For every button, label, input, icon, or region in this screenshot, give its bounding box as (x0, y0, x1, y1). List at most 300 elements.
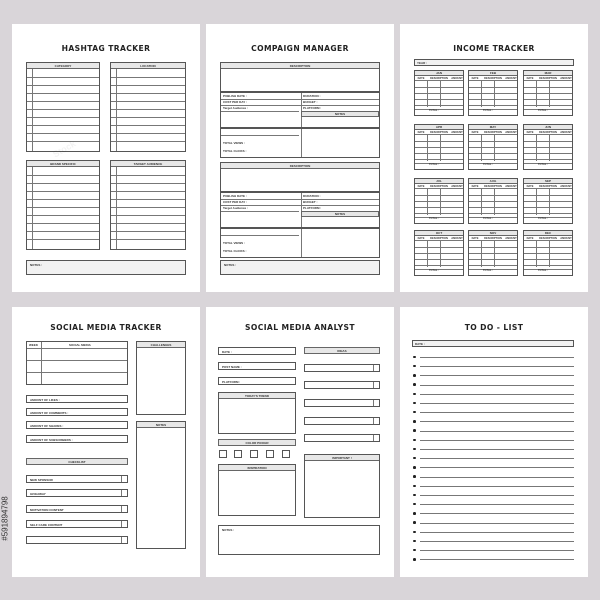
todo-line[interactable] (420, 412, 574, 413)
row-line (27, 207, 99, 208)
idea-field[interactable] (304, 399, 380, 407)
row-line (469, 99, 517, 100)
row-line (27, 348, 127, 349)
row-line (415, 201, 463, 202)
platform-label: PLATFORM : (303, 206, 322, 210)
todo-line[interactable] (420, 431, 574, 432)
comments-label: AMOUNT OF COMMENTS : (30, 410, 69, 415)
month-name: JUN (524, 125, 572, 130)
notes-box (220, 260, 380, 275)
row-line (524, 141, 572, 142)
month-table-may (468, 124, 518, 170)
column-header: AMOUNT (451, 185, 463, 188)
social-media-analyst-page (206, 307, 394, 577)
idea-check (373, 400, 374, 406)
comments-field[interactable] (26, 408, 128, 416)
challenges-box (136, 341, 186, 415)
column-header: DATE (471, 77, 479, 80)
column-divider (440, 189, 441, 215)
todo-line[interactable] (420, 440, 574, 441)
bullet-icon (413, 457, 416, 460)
row-line (27, 372, 127, 373)
row-line (27, 117, 99, 118)
bullet-icon (413, 420, 416, 423)
color-swatch[interactable] (250, 450, 258, 458)
column-divider (427, 81, 428, 107)
total-line (469, 109, 517, 110)
row-line (469, 213, 517, 214)
row-line (469, 87, 517, 88)
column-header: DESCRIPTION (430, 131, 448, 134)
bullet-icon (413, 512, 416, 515)
column-divider (427, 189, 428, 215)
row-line (415, 105, 463, 106)
column-headers (415, 130, 463, 135)
year-label: YEAR : (417, 60, 428, 65)
column-header: DATE (526, 131, 534, 134)
challenges-header: CHALLENGES (137, 342, 185, 348)
row-line (524, 99, 572, 100)
row-line (111, 85, 185, 86)
row-line (27, 191, 99, 192)
row-line (524, 195, 572, 196)
margin-line (116, 167, 117, 249)
column-divider (440, 241, 441, 267)
total-label: TOTAL : (538, 163, 548, 167)
month-name: SEP (524, 179, 572, 184)
column-header: DESCRIPTION (484, 131, 502, 134)
total-line (415, 269, 463, 270)
row-line (415, 159, 463, 160)
column-headers (524, 76, 572, 81)
column-header: AMOUNT (560, 185, 572, 188)
notes-header: NOTES (137, 422, 185, 428)
likes-label: AMOUNT OF LIKES : (30, 397, 60, 402)
column-divider (494, 81, 495, 107)
idea-check (373, 365, 374, 371)
row-line (415, 247, 463, 248)
idea-field[interactable] (304, 381, 380, 389)
row-line (415, 195, 463, 196)
bullet-icon (413, 549, 416, 552)
checkbox[interactable] (121, 476, 122, 482)
todo-line[interactable] (420, 385, 574, 386)
row-line (524, 253, 572, 254)
month-name: JUL (415, 179, 463, 184)
row-line (415, 141, 463, 142)
month-name: APR (415, 125, 463, 130)
row-line (415, 99, 463, 100)
likes-field[interactable] (26, 395, 128, 403)
row-line (469, 159, 517, 160)
bullet-icon (413, 374, 416, 377)
stock-id-text: #591894798 (0, 496, 10, 541)
column-header: DATE (417, 185, 425, 188)
month-name: FEB (469, 71, 517, 76)
row-line (111, 93, 185, 94)
idea-check (373, 435, 374, 441)
total-label: TOTAL : (483, 163, 493, 167)
description-box-2 (220, 162, 380, 192)
divider (301, 229, 302, 257)
todo-line[interactable] (420, 449, 574, 450)
total-label: TOTAL : (538, 217, 548, 221)
todo-line[interactable] (420, 559, 574, 560)
row-line (111, 109, 185, 110)
row-line (415, 207, 463, 208)
bullet-icon (413, 383, 416, 386)
checklist-item (26, 475, 128, 483)
todo-line[interactable] (420, 467, 574, 468)
cost-per-day-label: COST PER DAY : (223, 100, 248, 104)
notes-label: NOTES : (224, 263, 237, 267)
column-divider (481, 189, 482, 215)
total-clicks-label: TOTAL CLICKS : (223, 149, 247, 153)
category-table (26, 62, 100, 152)
total-line (524, 109, 572, 110)
idea-field[interactable] (304, 364, 380, 372)
checkbox[interactable] (121, 506, 122, 512)
todo-line[interactable] (420, 486, 574, 487)
cost-per-day-label: COST PER DAY : (223, 200, 248, 204)
column-header: AMOUNT (505, 77, 517, 80)
color-swatch[interactable] (234, 450, 242, 458)
column-headers (469, 236, 517, 241)
row-line (27, 360, 127, 361)
column-header: DATE (471, 237, 479, 240)
brand-specific-header: BRAND SPECIFIC (27, 161, 99, 167)
row-line (221, 135, 299, 136)
column-divider (481, 81, 482, 107)
bullet-icon (413, 402, 416, 405)
checkbox[interactable] (121, 521, 122, 527)
row-line (27, 85, 99, 86)
row-line (111, 231, 185, 232)
post-name-field[interactable] (218, 362, 296, 370)
month-table-mar (523, 70, 573, 116)
date-field[interactable] (218, 347, 296, 355)
color-swatch[interactable] (282, 450, 290, 458)
idea-field[interactable] (304, 434, 380, 442)
row-line (27, 101, 99, 102)
column-headers (524, 236, 572, 241)
social-media-header: SOCIAL MEDIA (69, 342, 91, 347)
row-line (27, 199, 99, 200)
column-header: AMOUNT (560, 131, 572, 134)
total-line (415, 109, 463, 110)
total-line (524, 269, 572, 270)
idea-check (373, 382, 374, 388)
column-header: AMOUNT (505, 237, 517, 240)
divider (41, 342, 42, 384)
checklist-header: CHECKLIST (26, 458, 128, 465)
target-audience-label: Target Audience : (223, 206, 249, 210)
notes-box (136, 421, 186, 549)
row-line (415, 153, 463, 154)
month-table-jul (414, 178, 464, 224)
color-picker-header: COLOR PICKER (218, 439, 296, 446)
year-field (414, 59, 574, 66)
budget-label: BUDGET : (303, 200, 318, 204)
total-label: TOTAL : (429, 269, 439, 273)
date-label: DATE : (222, 349, 232, 354)
checklist-item (26, 489, 128, 497)
campaign-fields-2 (220, 192, 380, 228)
column-divider (494, 241, 495, 267)
inspiration-header: INSPIRATION (219, 465, 295, 471)
row-line (111, 175, 185, 176)
total-label: TOTAL : (429, 109, 439, 113)
row-line (111, 141, 185, 142)
column-header: DESCRIPTION (539, 131, 557, 134)
checklist-item-label: NEW SPONSOR (30, 477, 53, 482)
column-header: DESCRIPTION (430, 77, 448, 80)
row-line (524, 147, 572, 148)
publish-date-label: PUBLISH DATE : (223, 94, 247, 98)
month-name: NOV (469, 231, 517, 236)
row-line (111, 183, 185, 184)
color-swatch[interactable] (266, 450, 274, 458)
column-header: DATE (526, 237, 534, 240)
campaign-manager-page (206, 24, 394, 292)
bullet-icon (413, 466, 416, 469)
total-label: TOTAL : (429, 217, 439, 221)
bullet-icon (413, 503, 416, 506)
column-divider (494, 135, 495, 161)
column-header: DATE (417, 237, 425, 240)
checkbox[interactable] (121, 490, 122, 496)
column-header: DESCRIPTION (539, 237, 557, 240)
todo-line[interactable] (420, 541, 574, 542)
column-divider (549, 135, 550, 161)
month-name: DEC (524, 231, 572, 236)
row-line (415, 253, 463, 254)
month-table-jan (414, 70, 464, 116)
total-line (469, 217, 517, 218)
margin-line (116, 69, 117, 151)
row-line (111, 207, 185, 208)
row-line (469, 153, 517, 154)
total-clicks-label: TOTAL CLICKS : (223, 249, 247, 253)
shares-field[interactable] (26, 421, 128, 429)
column-header: DESCRIPTION (539, 185, 557, 188)
notes-header: NOTES (301, 111, 379, 117)
color-swatch[interactable] (219, 450, 227, 458)
bullet-icon (413, 540, 416, 543)
target-audience-label: Target Audience : (223, 106, 249, 110)
total-line (469, 163, 517, 164)
total-label: TOTAL : (483, 269, 493, 273)
subscribers-field[interactable] (26, 435, 128, 443)
row-line (27, 141, 99, 142)
platform-label: PLATFORM : (222, 379, 241, 384)
row-line (221, 211, 299, 212)
divider (301, 129, 302, 157)
month-table-nov (468, 230, 518, 276)
column-divider (536, 81, 537, 107)
total-label: TOTAL : (538, 109, 548, 113)
row-line (27, 175, 99, 176)
category-header: CATEGORY (27, 63, 99, 69)
row-line (469, 141, 517, 142)
row-line (524, 265, 572, 266)
row-line (111, 199, 185, 200)
column-divider (549, 81, 550, 107)
row-line (524, 213, 572, 214)
todo-line[interactable] (420, 421, 574, 422)
row-line (415, 147, 463, 148)
row-line (469, 265, 517, 266)
bullet-icon (413, 429, 416, 432)
row-line (27, 183, 99, 184)
column-divider (440, 81, 441, 107)
idea-field[interactable] (304, 417, 380, 425)
column-headers (415, 184, 463, 189)
column-header: AMOUNT (451, 77, 463, 80)
row-line (524, 105, 572, 106)
month-table-sep (523, 178, 573, 224)
column-headers (469, 184, 517, 189)
location-header: LOCATION (111, 63, 185, 69)
description-box (220, 62, 380, 92)
todo-line[interactable] (420, 403, 574, 404)
column-header: AMOUNT (505, 185, 517, 188)
social-media-tracker-page (12, 307, 200, 577)
checkbox[interactable] (121, 537, 122, 543)
month-table-feb (468, 70, 518, 116)
total-views-label: TOTAL VIEWS : (223, 241, 246, 245)
idea-check (373, 418, 374, 424)
stock-id-label (0, 464, 10, 574)
todo-list-page (400, 307, 588, 577)
campaign-fields (220, 92, 380, 128)
checklist-item (26, 520, 128, 528)
total-views-label: TOTAL VIEWS : (223, 141, 246, 145)
todo-line[interactable] (420, 366, 574, 367)
duration-label: DURATION : (303, 194, 321, 198)
month-name: AUG (469, 179, 517, 184)
todo-line[interactable] (420, 394, 574, 395)
column-header: DESCRIPTION (430, 237, 448, 240)
total-label: TOTAL : (538, 269, 548, 273)
total-line (524, 163, 572, 164)
important-box (304, 454, 380, 518)
row-line (111, 117, 185, 118)
page-title: INCOME TRACKER (453, 44, 535, 53)
todo-line[interactable] (420, 495, 574, 496)
column-divider (427, 135, 428, 161)
column-header: DESCRIPTION (484, 185, 502, 188)
row-line (111, 133, 185, 134)
column-header: AMOUNT (560, 237, 572, 240)
target-audience-header: TARGET AUDIENCE (111, 161, 185, 167)
week-header: WEEK (29, 342, 38, 347)
month-name: JAN (415, 71, 463, 76)
todo-line[interactable] (420, 532, 574, 533)
row-line (469, 201, 517, 202)
notes-label: NOTES : (222, 528, 235, 532)
row-line (469, 207, 517, 208)
page-title: SOCIAL MEDIA TRACKER (50, 323, 162, 332)
row-line (27, 231, 99, 232)
shares-label: AMOUNT OF SHARES : (30, 423, 64, 428)
platform-field[interactable] (218, 377, 296, 385)
todo-line[interactable] (420, 550, 574, 551)
column-divider (549, 189, 550, 215)
brand-specific-table (26, 160, 100, 250)
column-header: DATE (471, 131, 479, 134)
row-line (524, 201, 572, 202)
row-line (415, 265, 463, 266)
column-header: DATE (526, 185, 534, 188)
row-line (221, 111, 299, 112)
row-line (524, 87, 572, 88)
column-headers (524, 130, 572, 135)
row-line (524, 153, 572, 154)
bullet-icon (413, 521, 416, 524)
date-label: DATE : (415, 341, 425, 346)
todo-line[interactable] (420, 375, 574, 376)
row-line (111, 77, 185, 78)
todo-line[interactable] (420, 513, 574, 514)
description-header: DESCRIPTION (221, 63, 379, 69)
row-line (469, 259, 517, 260)
publish-date-label: PUBLISH DATE : (223, 194, 247, 198)
column-headers (524, 184, 572, 189)
watermark: Stock (51, 138, 78, 160)
total-line (415, 217, 463, 218)
row-line (111, 223, 185, 224)
row-line (415, 93, 463, 94)
todays-trend-header: TODAY'S TREND (219, 393, 295, 399)
total-label: TOTAL : (429, 163, 439, 167)
row-line (469, 247, 517, 248)
column-header: DATE (526, 77, 534, 80)
margin-line (32, 167, 33, 249)
todo-line[interactable] (420, 523, 574, 524)
row-line (469, 93, 517, 94)
target-audience-table (110, 160, 186, 250)
row-line (524, 207, 572, 208)
bullet-icon (413, 558, 416, 561)
column-header: AMOUNT (451, 131, 463, 134)
notes-header: NOTES (301, 211, 379, 217)
todo-line[interactable] (420, 357, 574, 358)
column-header: AMOUNT (560, 77, 572, 80)
bullet-icon (413, 485, 416, 488)
column-divider (481, 135, 482, 161)
total-label: TOTAL : (483, 109, 493, 113)
todo-line[interactable] (420, 458, 574, 459)
column-divider (536, 135, 537, 161)
todo-line[interactable] (420, 504, 574, 505)
row-line (524, 93, 572, 94)
row-line (415, 259, 463, 260)
row-line (27, 215, 99, 216)
page-title: HASHTAG TRACKER (61, 44, 151, 53)
column-divider (536, 189, 537, 215)
todo-line[interactable] (420, 477, 574, 478)
totals-box (220, 128, 380, 158)
month-table-aug (468, 178, 518, 224)
month-table-oct (414, 230, 464, 276)
column-header: DESCRIPTION (484, 237, 502, 240)
column-headers (415, 236, 463, 241)
total-line (469, 269, 517, 270)
month-table-jun (523, 124, 573, 170)
row-line (415, 213, 463, 214)
notes-box (26, 260, 186, 275)
